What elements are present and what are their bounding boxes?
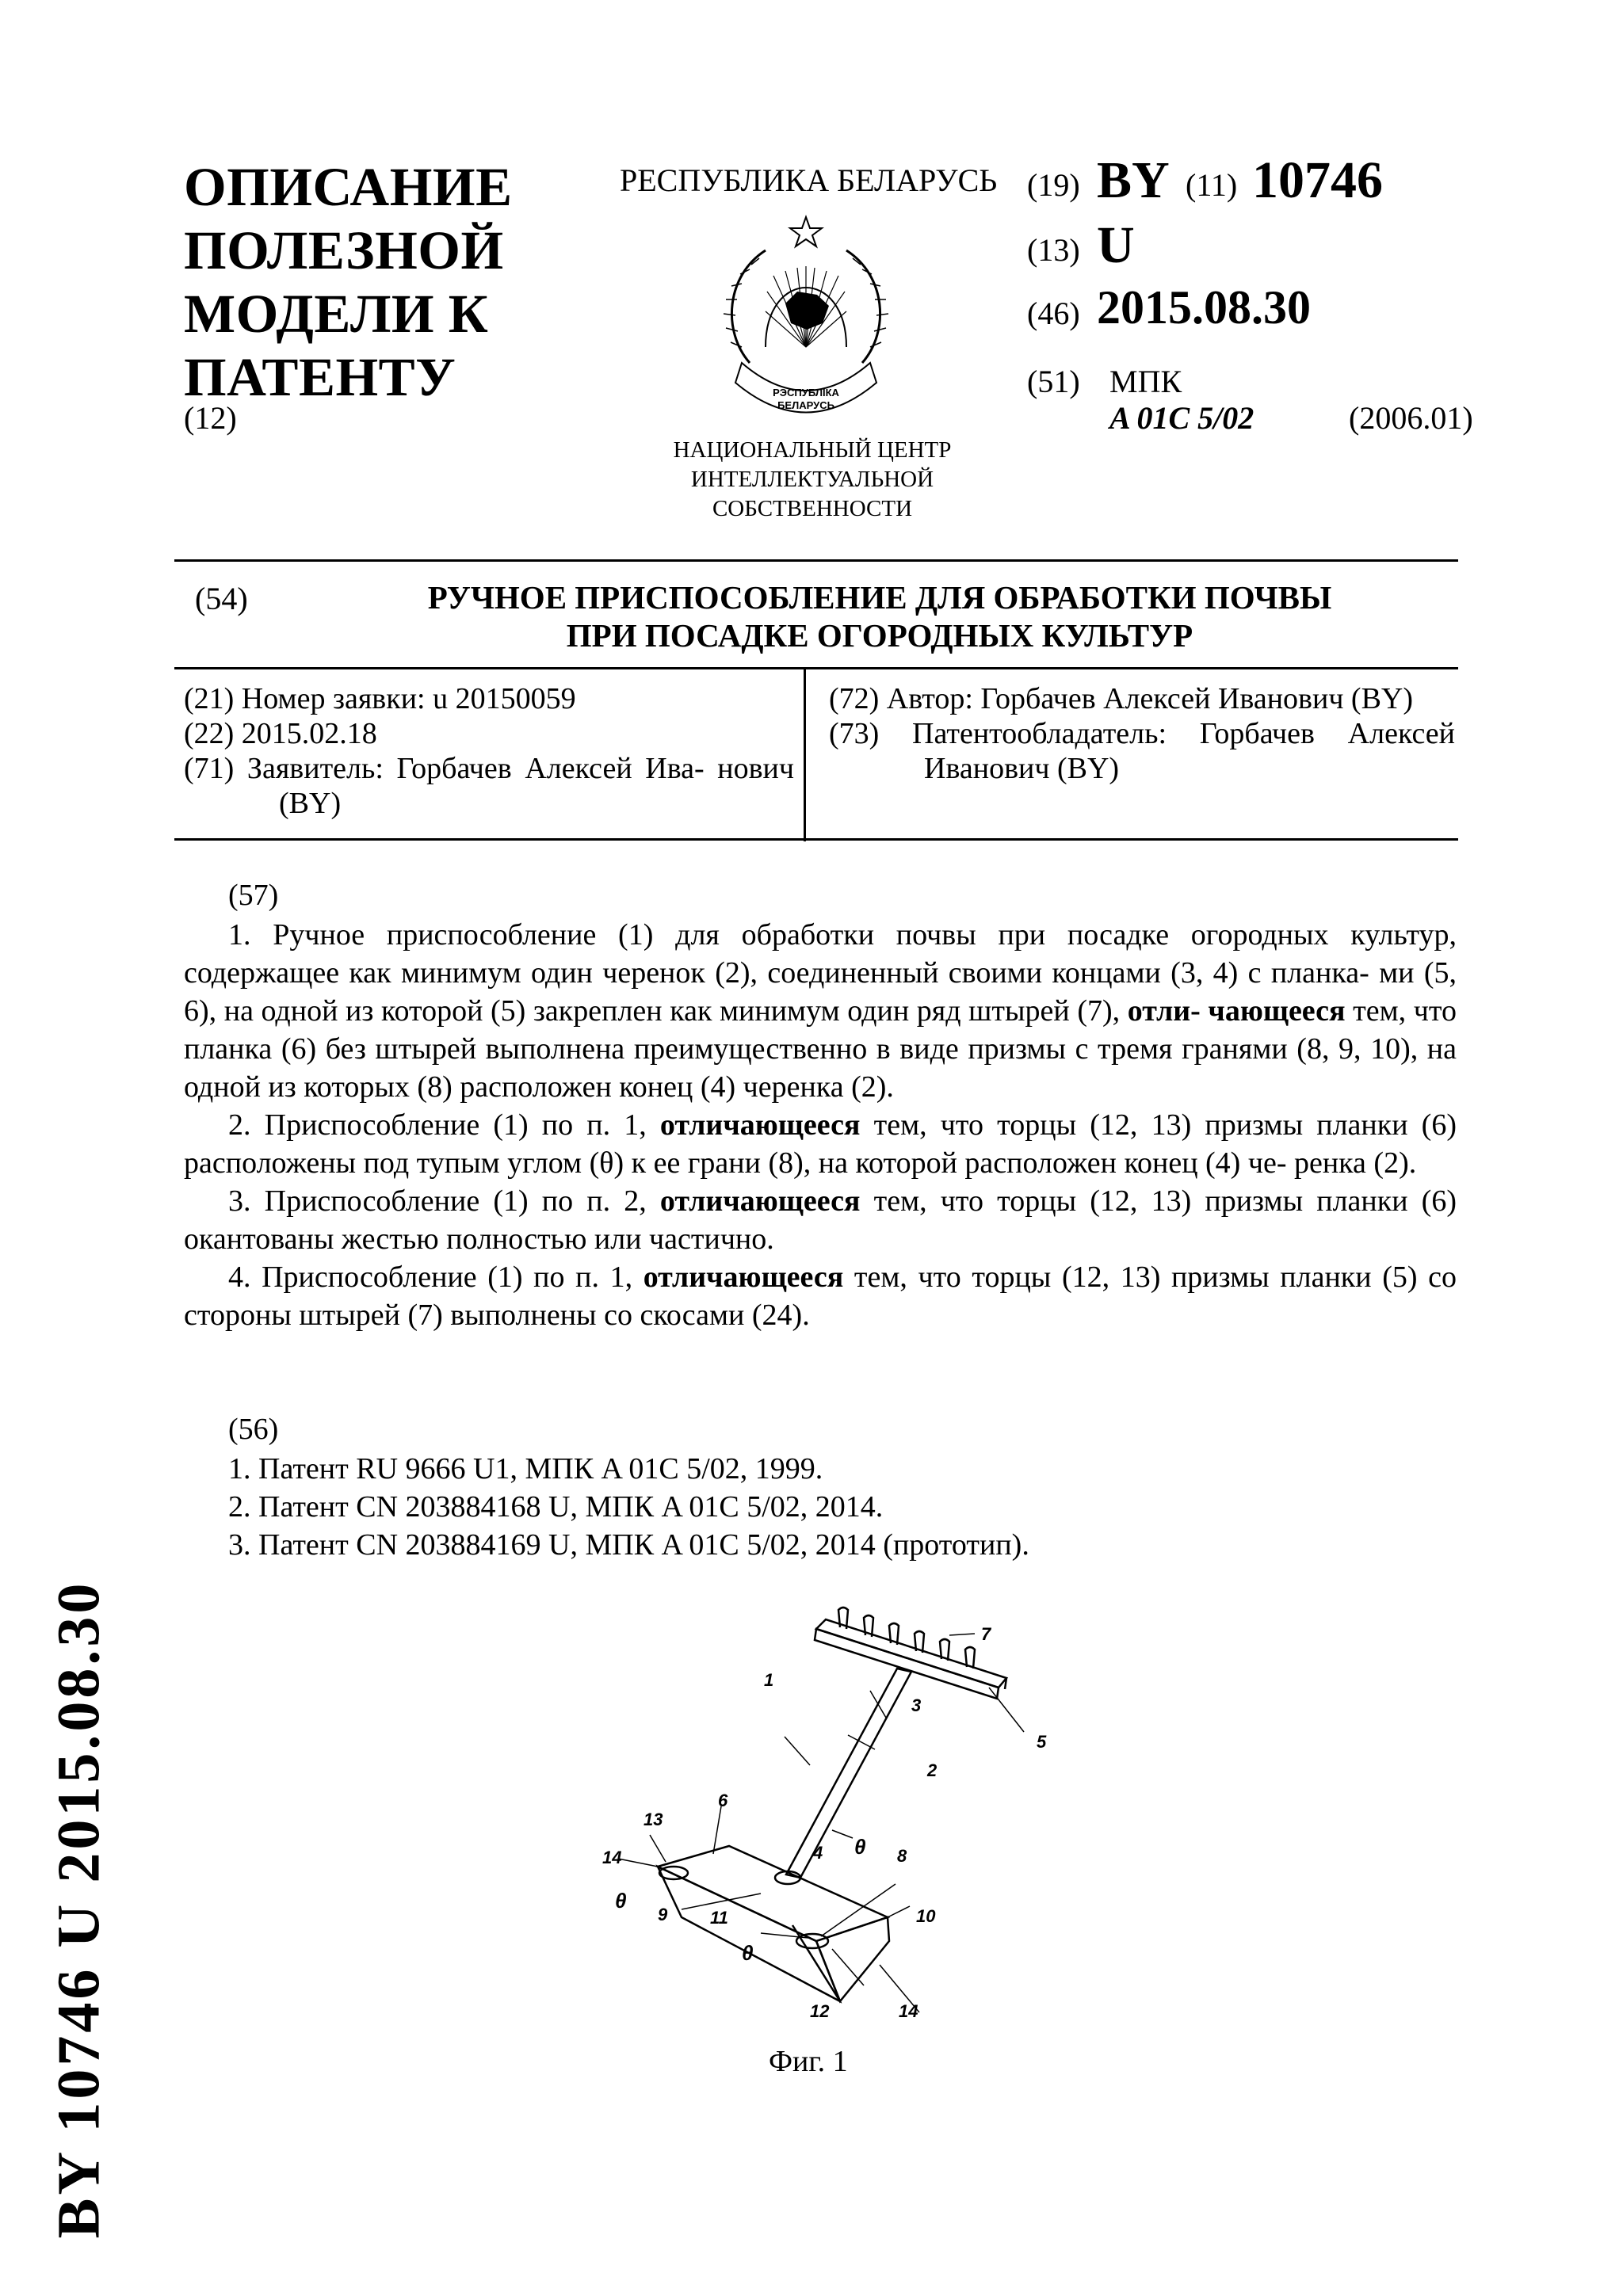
code-19: (19) [1027, 167, 1080, 203]
patent-number: 10746 [1252, 151, 1383, 209]
author: (72) Автор: Горбачев Алексей Иванович (BY) [829, 682, 1414, 715]
claim-4-part-a: 4. Приспособление (1) по п. 1, [228, 1261, 643, 1294]
fig-label-14b: 14 [899, 2001, 918, 2021]
application-number: (21) Номер заявки: u 20150059 [184, 682, 576, 715]
claims-text [184, 916, 1457, 1334]
fig-label-6: 6 [718, 1791, 728, 1810]
invention-title [301, 578, 1458, 654]
doc-type-line-1: ОПИСАНИЕ [184, 157, 513, 217]
reference-2: 2. Патент CN 203884168 U, МПК A 01C 5/02, 2014. [228, 1490, 884, 1524]
code-11: (11) [1186, 167, 1238, 203]
national-center-line-3: СОБСТВЕННОСТИ [712, 496, 913, 521]
claim-3-bold: отличающееся [659, 1184, 861, 1218]
rule-bottom [174, 838, 1458, 841]
claim-1-bold: отли- чающееся [1127, 994, 1346, 1028]
side-document-id [24, 1537, 135, 2282]
application-data-left [184, 681, 794, 821]
fig-label-1: 1 [764, 1670, 774, 1690]
fig-label-11: 11 [710, 1908, 728, 1928]
fig-label-8: 8 [897, 1846, 907, 1866]
fig-label-3: 3 [911, 1695, 922, 1715]
prism-plank [658, 1846, 888, 1941]
republic-name: РЕСПУБЛИКА БЕЛАРУСЬ [620, 162, 998, 198]
rule-middle [174, 667, 1458, 669]
claim-4-bold: отличающееся [643, 1261, 844, 1294]
claim-1-part-c: тем, что планка (6) без штырей выполнена преимущественно в виде призмы с тремя гранями (8, 9, 10), на одной из которых (8) расположен конец (4) черенка (2). [184, 994, 1457, 1104]
fig-label-theta-1: θ [854, 1835, 866, 1859]
code-13: (13) [1027, 232, 1080, 268]
emblem-ribbon-text-1: РЭСПУБЛІКА [773, 387, 839, 399]
claim-4 [184, 1258, 1457, 1334]
fig-label-10: 10 [916, 1906, 936, 1926]
application-date: (22) 2015.02.18 [184, 717, 377, 750]
tines [838, 1608, 975, 1669]
ipc-version: (2006.01) [1349, 400, 1473, 436]
ipc-label: МПК [1109, 364, 1182, 399]
rule-top [174, 559, 1458, 562]
applicant: (71) Заявитель: Горбачев Алексей Ива- нович (BY) [184, 752, 794, 820]
code-57: (57) [228, 879, 279, 912]
claim-2-bold: отличающееся [659, 1108, 861, 1142]
side-document-id-text: BY 10746 U 2015.08.30 [45, 1580, 113, 2239]
fig-label-4: 4 [813, 1843, 823, 1863]
claim-3 [184, 1182, 1457, 1258]
fig-label-14a: 14 [602, 1848, 622, 1867]
code-46: (46) [1027, 296, 1080, 331]
code-51: (51) [1027, 364, 1080, 399]
rule-column-divider [804, 667, 806, 841]
national-center-line-1: НАЦИОНАЛЬНЫЙ ЦЕНТР [673, 437, 952, 463]
claim-1-part-a: 1. Ручное приспособление (1) для обработки почвы при посадке огородных культур, содержащее как минимум один черенок (2), соединенный своими концами (3, 4) с планка- ми (5, 6), на одной из которой (5) закреплен как минимум один ряд штырей (7), [184, 918, 1457, 1028]
claim-2-part-a: 2. Приспособление (1) по п. 1, [228, 1108, 660, 1142]
ipc-class: A 01C 5/02 [1109, 400, 1254, 436]
country-code: BY [1097, 151, 1170, 209]
doc-type-line-2: ПОЛЕЗНОЙ [184, 220, 504, 280]
fig-label-5: 5 [1037, 1732, 1047, 1752]
fig-label-9: 9 [658, 1905, 668, 1924]
cited-references [228, 1450, 1029, 1564]
fig-label-theta-2: θ [615, 1889, 627, 1913]
code-56: (56) [228, 1413, 279, 1446]
fig-label-12: 12 [810, 2001, 830, 2021]
fig-label-theta-3: θ [742, 1941, 754, 1965]
code-54: (54) [195, 581, 248, 616]
application-data-right [829, 681, 1455, 786]
figure-caption: Фиг. 1 [769, 2045, 848, 2078]
fig-label-2: 2 [927, 1760, 938, 1780]
handle [786, 1669, 911, 1878]
rake-bar [816, 1619, 1006, 1688]
fig-label-13: 13 [643, 1810, 663, 1829]
claim-2 [184, 1106, 1457, 1182]
state-emblem-icon [718, 212, 894, 436]
national-center-line-2: ИНТЕЛЛЕКТУАЛЬНОЙ [690, 467, 934, 492]
document-type-title [184, 155, 513, 409]
national-center-name [618, 436, 1006, 524]
doc-type-line-3: МОДЕЛИ К [184, 284, 489, 344]
claim-3-part-a: 3. Приспособление (1) по п. 2, [228, 1184, 660, 1218]
reference-1: 1. Патент RU 9666 U1, МПК A 01C 5/02, 1999. [228, 1452, 823, 1486]
patent-holder: (73) Патентообладатель: Горбачев Алексей Иванович (BY) [829, 717, 1455, 785]
reference-3: 3. Патент CN 203884169 U, МПК A 01C 5/02, 2014 (прототип). [228, 1528, 1029, 1562]
fig-label-7: 7 [981, 1624, 991, 1644]
claim-1 [184, 916, 1457, 1106]
code-12: (12) [184, 400, 237, 436]
claim-2-part-c: тем, что торцы (12, 13) призмы планки (6) расположены под тупым углом (θ) к ее грани (8), на которой расположен конец (4) че- ренка (2). [184, 1108, 1457, 1180]
publication-date: 2015.08.30 [1097, 281, 1311, 334]
doc-type-line-4: ПАТЕНТУ [184, 347, 456, 407]
invention-title-line-1: РУЧНОЕ ПРИСПОСОБЛЕНИЕ ДЛЯ ОБРАБОТКИ ПОЧВЫ [427, 579, 1332, 616]
figure-1-drawing [555, 1592, 1125, 2036]
claim-4-part-c: тем, что торцы (12, 13) призмы планки (5) со стороны штырей (7) выполнены со скосами (24). [184, 1261, 1457, 1332]
kind-code: U [1097, 216, 1135, 274]
claim-3-part-c: тем, что торцы (12, 13) призмы планки (6) окантованы жестью полностью или частично. [184, 1184, 1457, 1256]
invention-title-line-2: ПРИ ПОСАДКЕ ОГОРОДНЫХ КУЛЬТУР [566, 617, 1193, 654]
emblem-ribbon-text-2: БЕЛАРУСЬ [777, 399, 834, 411]
